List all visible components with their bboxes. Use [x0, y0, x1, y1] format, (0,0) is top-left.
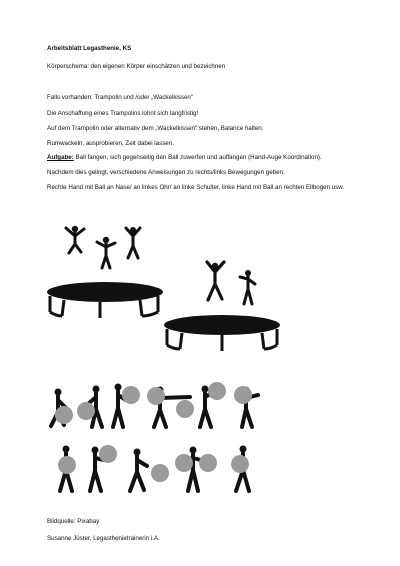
trampoline-right	[164, 315, 280, 351]
text-line-4: Rumwackeln, ausprobieren, Zeit dabei lassen.	[47, 140, 174, 147]
text-line-2: Die Anschaffung eines Trampolins lohnt sich langfristig!	[47, 110, 199, 117]
ball-play-row-2	[58, 445, 249, 491]
image-source: Bildquelle: Pixabay	[47, 518, 100, 525]
worksheet-subtitle: Körperschema: den eigenen Körper einschätzen und bezeichnen	[47, 63, 226, 70]
text-line-3: Auf dem Trampolin oder alternativ dem „Wackelkissen“ stehen, Balance halten.	[47, 125, 264, 132]
text-line-1: Falls vorhanden: Trampolin und /oder „Wackelkissen“	[47, 94, 193, 101]
balls-row-2	[58, 445, 249, 482]
ball-play-row-1	[51, 382, 258, 427]
text-line-after-task: Nachdem dies gelingt, verschiedene Anweisungen zu rechts/links Bewegungen geben:	[47, 169, 285, 176]
jumping-children-right	[207, 262, 255, 304]
jumping-children-left	[66, 226, 140, 268]
example-instruction: Rechte Hand mit Ball an Nase/ an linkes Ohr/ an linke Schulter, linke Hand mit Ball an rechten Ellbogen usw.	[47, 184, 345, 191]
task-text: Ball fangen, sich gegenseitig den Ball zuwerfen und auffangen (Hand-Auge Koordination).	[73, 154, 322, 161]
author-line: Susanne Jüster, Legasthenietrainerin i.A.	[47, 535, 160, 542]
balls-row-1	[55, 382, 252, 424]
task-label: Aufgabe:	[47, 154, 74, 161]
worksheet-title: Arbeitsblatt Legasthenie, KS	[47, 45, 132, 52]
trampoline-left	[47, 282, 163, 318]
